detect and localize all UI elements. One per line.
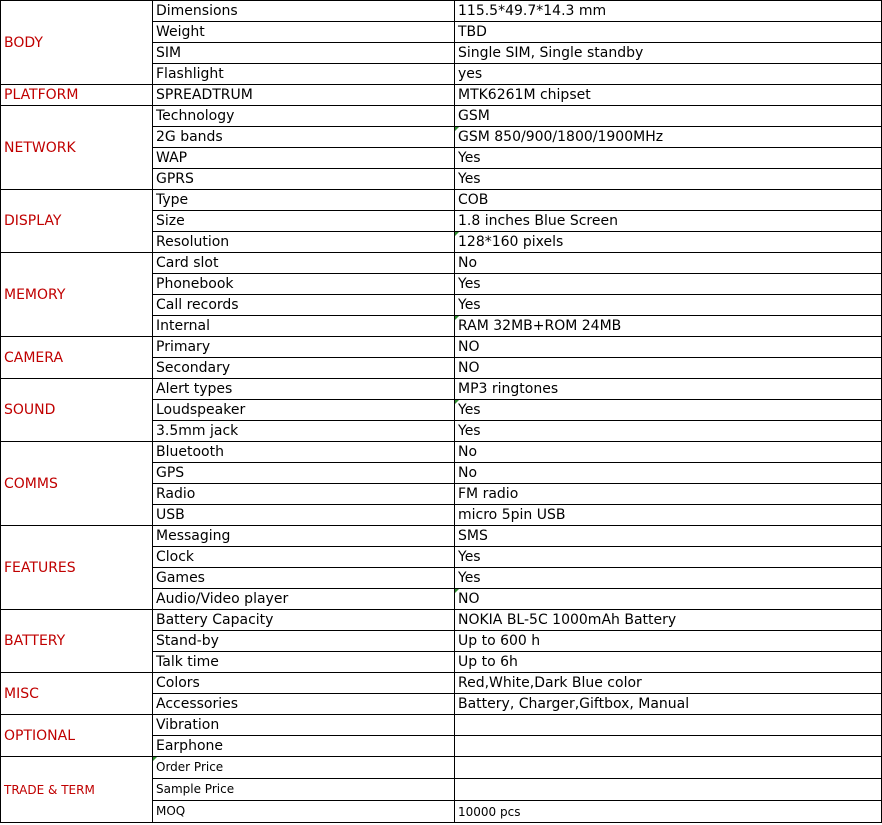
spec-label-jack: 3.5mm jack xyxy=(153,421,455,442)
category-memory: MEMORY xyxy=(1,253,153,337)
spec-value-earphone xyxy=(455,736,882,757)
table-row xyxy=(1,253,882,274)
spec-label-technology: Technology xyxy=(153,106,455,127)
spec-value-type: COB xyxy=(455,190,882,211)
spec-label-gprs: GPRS xyxy=(153,169,455,190)
spec-value-wap: Yes xyxy=(455,148,882,169)
spec-label-usb: USB xyxy=(153,505,455,526)
table-row xyxy=(1,337,882,358)
table-row xyxy=(1,85,882,106)
spec-label-sample-price: Sample Price xyxy=(153,779,455,801)
spec-value-dimensions: 115.5*49.7*14.3 mm xyxy=(455,1,882,22)
category-display: DISPLAY xyxy=(1,190,153,253)
spec-value-primary: NO xyxy=(455,337,882,358)
spec-label-wap: WAP xyxy=(153,148,455,169)
spec-label-bands: 2G bands xyxy=(153,127,455,148)
spec-label-moq: MOQ xyxy=(153,801,455,823)
spec-label-order-price: Order Price xyxy=(153,757,455,779)
spec-value-order-price xyxy=(455,757,882,779)
category-misc: MISC xyxy=(1,673,153,715)
spec-value-size: 1.8 inches Blue Screen xyxy=(455,211,882,232)
spec-label-bluetooth: Bluetooth xyxy=(153,442,455,463)
spec-value-card-slot: No xyxy=(455,253,882,274)
spec-value-bluetooth: No xyxy=(455,442,882,463)
spec-label-clock: Clock xyxy=(153,547,455,568)
category-optional: OPTIONAL xyxy=(1,715,153,757)
spec-value-weight: TBD xyxy=(455,22,882,43)
spec-label-flashlight: Flashlight xyxy=(153,64,455,85)
spec-value-resolution: 128*160 pixels xyxy=(455,232,882,253)
spec-value-internal: RAM 32MB+ROM 24MB xyxy=(455,316,882,337)
spec-value-sim: Single SIM, Single standby xyxy=(455,43,882,64)
table-row xyxy=(1,673,882,694)
spec-label-resolution: Resolution xyxy=(153,232,455,253)
category-camera: CAMERA xyxy=(1,337,153,379)
spec-value-capacity: NOKIA BL-5C 1000mAh Battery xyxy=(455,610,882,631)
category-network: NETWORK xyxy=(1,106,153,190)
spec-label-colors: Colors xyxy=(153,673,455,694)
spec-value-sample-price xyxy=(455,779,882,801)
table-row xyxy=(1,610,882,631)
spec-label-call-records: Call records xyxy=(153,295,455,316)
spec-value-clock: Yes xyxy=(455,547,882,568)
spec-label-loudspeaker: Loudspeaker xyxy=(153,400,455,421)
spec-value-games: Yes xyxy=(455,568,882,589)
spec-label-weight: Weight xyxy=(153,22,455,43)
table-row xyxy=(1,106,882,127)
table-row xyxy=(1,757,882,779)
spec-label-accessories: Accessories xyxy=(153,694,455,715)
table-row xyxy=(1,379,882,400)
spec-label-talk: Talk time xyxy=(153,652,455,673)
spec-label-dimensions: Dimensions xyxy=(153,1,455,22)
category-platform: PLATFORM xyxy=(1,85,153,106)
table-row xyxy=(1,715,882,736)
spec-label-player: Audio/Video player xyxy=(153,589,455,610)
table-row xyxy=(1,526,882,547)
spec-value-talk: Up to 6h xyxy=(455,652,882,673)
spec-value-jack: Yes xyxy=(455,421,882,442)
spec-value-gps: No xyxy=(455,463,882,484)
spec-label-games: Games xyxy=(153,568,455,589)
spec-label-type: Type xyxy=(153,190,455,211)
table-row xyxy=(1,190,882,211)
spec-value-radio: FM radio xyxy=(455,484,882,505)
spec-value-call-records: Yes xyxy=(455,295,882,316)
spec-label-messaging: Messaging xyxy=(153,526,455,547)
spec-label-standby: Stand-by xyxy=(153,631,455,652)
spec-value-messaging: SMS xyxy=(455,526,882,547)
table-row xyxy=(1,442,882,463)
spec-value-flashlight: yes xyxy=(455,64,882,85)
spec-label-size: Size xyxy=(153,211,455,232)
spec-value-bands: GSM 850/900/1800/1900MHz xyxy=(455,127,882,148)
spec-value-vibration xyxy=(455,715,882,736)
spec-value-technology: GSM xyxy=(455,106,882,127)
spec-label-card-slot: Card slot xyxy=(153,253,455,274)
spec-value-spreadtrum: MTK6261M chipset xyxy=(455,85,882,106)
spec-label-primary: Primary xyxy=(153,337,455,358)
spec-label-gps: GPS xyxy=(153,463,455,484)
spec-value-usb: micro 5pin USB xyxy=(455,505,882,526)
spec-label-phonebook: Phonebook xyxy=(153,274,455,295)
category-trade-term: TRADE & TERM xyxy=(1,757,153,823)
spec-label-radio: Radio xyxy=(153,484,455,505)
category-features: FEATURES xyxy=(1,526,153,610)
spec-label-secondary: Secondary xyxy=(153,358,455,379)
spec-value-moq: 10000 pcs xyxy=(455,801,882,823)
spec-value-gprs: Yes xyxy=(455,169,882,190)
spec-label-alert-types: Alert types xyxy=(153,379,455,400)
spec-value-accessories: Battery, Charger,Giftbox, Manual xyxy=(455,694,882,715)
spec-value-player: NO xyxy=(455,589,882,610)
table-row xyxy=(1,1,882,22)
spec-value-loudspeaker: Yes xyxy=(455,400,882,421)
spec-label-capacity: Battery Capacity xyxy=(153,610,455,631)
category-sound: SOUND xyxy=(1,379,153,442)
spec-value-secondary: NO xyxy=(455,358,882,379)
spec-value-alert-types: MP3 ringtones xyxy=(455,379,882,400)
spec-value-phonebook: Yes xyxy=(455,274,882,295)
category-body: BODY xyxy=(1,1,153,85)
spec-value-standby: Up to 600 h xyxy=(455,631,882,652)
category-battery: BATTERY xyxy=(1,610,153,673)
spec-value-colors: Red,White,Dark Blue color xyxy=(455,673,882,694)
spec-label-vibration: Vibration xyxy=(153,715,455,736)
spec-label-sim: SIM xyxy=(153,43,455,64)
spec-label-earphone: Earphone xyxy=(153,736,455,757)
category-comms: COMMS xyxy=(1,442,153,526)
spec-label-spreadtrum: SPREADTRUM xyxy=(153,85,455,106)
spec-label-internal: Internal xyxy=(153,316,455,337)
